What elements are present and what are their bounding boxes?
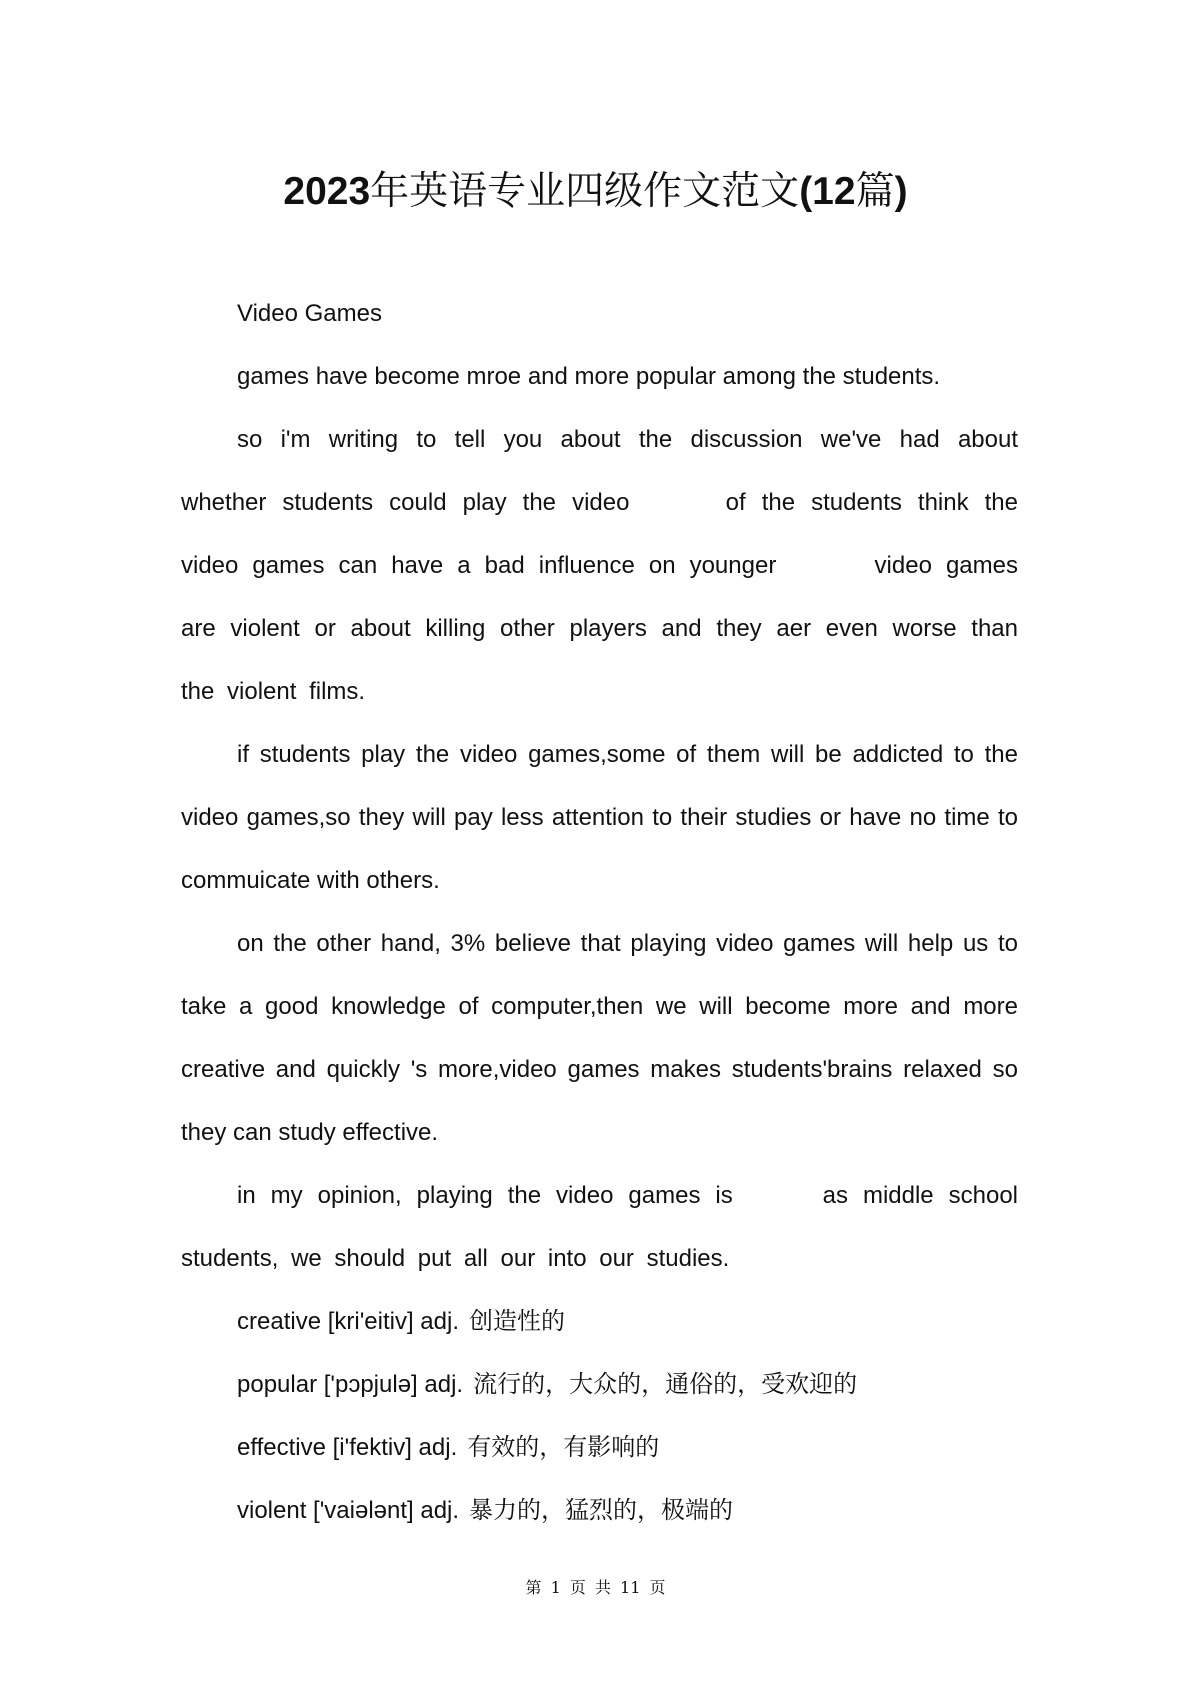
vocab-item <box>181 1290 1018 1353</box>
paragraph: if students play the video games,some of them will be addicted to the video games,so they will pay less attention to their studies or have no time to commuicate with others. <box>181 741 1018 894</box>
paragraph: on the other hand, 3% believe that playing video games will help us to take a good knowledge of computer,then we will become more and more creative and quickly 's more,video games makes students'brains relaxed so they can study effective. <box>181 930 1018 1146</box>
title-text: 年英语专业四级作文范文 <box>370 169 800 214</box>
vocab-word: effective [i'fektiv] adj. <box>237 1434 458 1461</box>
paragraph: so i'm writing to tell you about the discussion we've had about whether students could play the video of the students think the video games can have a bad influence on younger video games are violent or about killing other players and they aer even worse than the violent films. <box>181 426 1031 705</box>
vocab-word: creative [kri'eitiv] adj. <box>237 1308 459 1335</box>
paragraph: in my opinion, playing the video games is as middle school students, we should put all our into our studies. <box>181 1182 1031 1272</box>
vocab-meaning: 有效的，有影响的 <box>467 1433 660 1461</box>
vocab-item <box>181 1479 1018 1542</box>
paragraph: games have become mroe and more popular among the students. <box>237 363 941 390</box>
vocab-meaning: 暴力的，猛烈的，极端的 <box>469 1496 734 1524</box>
vocab-meaning: 流行的，大众的，通俗的，受欢迎的 <box>473 1370 858 1398</box>
title-unit: 篇 <box>855 169 895 214</box>
page-title <box>0 168 1191 216</box>
paragraph-heading: Video Games <box>237 300 382 327</box>
title-close-paren: ) <box>894 170 908 213</box>
page-footer: 第 1 页 共 11 页 <box>525 1578 666 1597</box>
title-count: (12 <box>799 170 856 213</box>
vocab-item <box>181 1416 1018 1479</box>
vocab-word: violent ['vaiələnt] adj. <box>237 1497 460 1524</box>
vocab-item <box>181 1353 1018 1416</box>
vocab-meaning: 创造性的 <box>469 1307 565 1335</box>
article-body <box>181 282 1031 1542</box>
title-year: 2023 <box>283 170 371 213</box>
vocab-word: popular ['pɔpjulə] adj. <box>237 1371 464 1398</box>
